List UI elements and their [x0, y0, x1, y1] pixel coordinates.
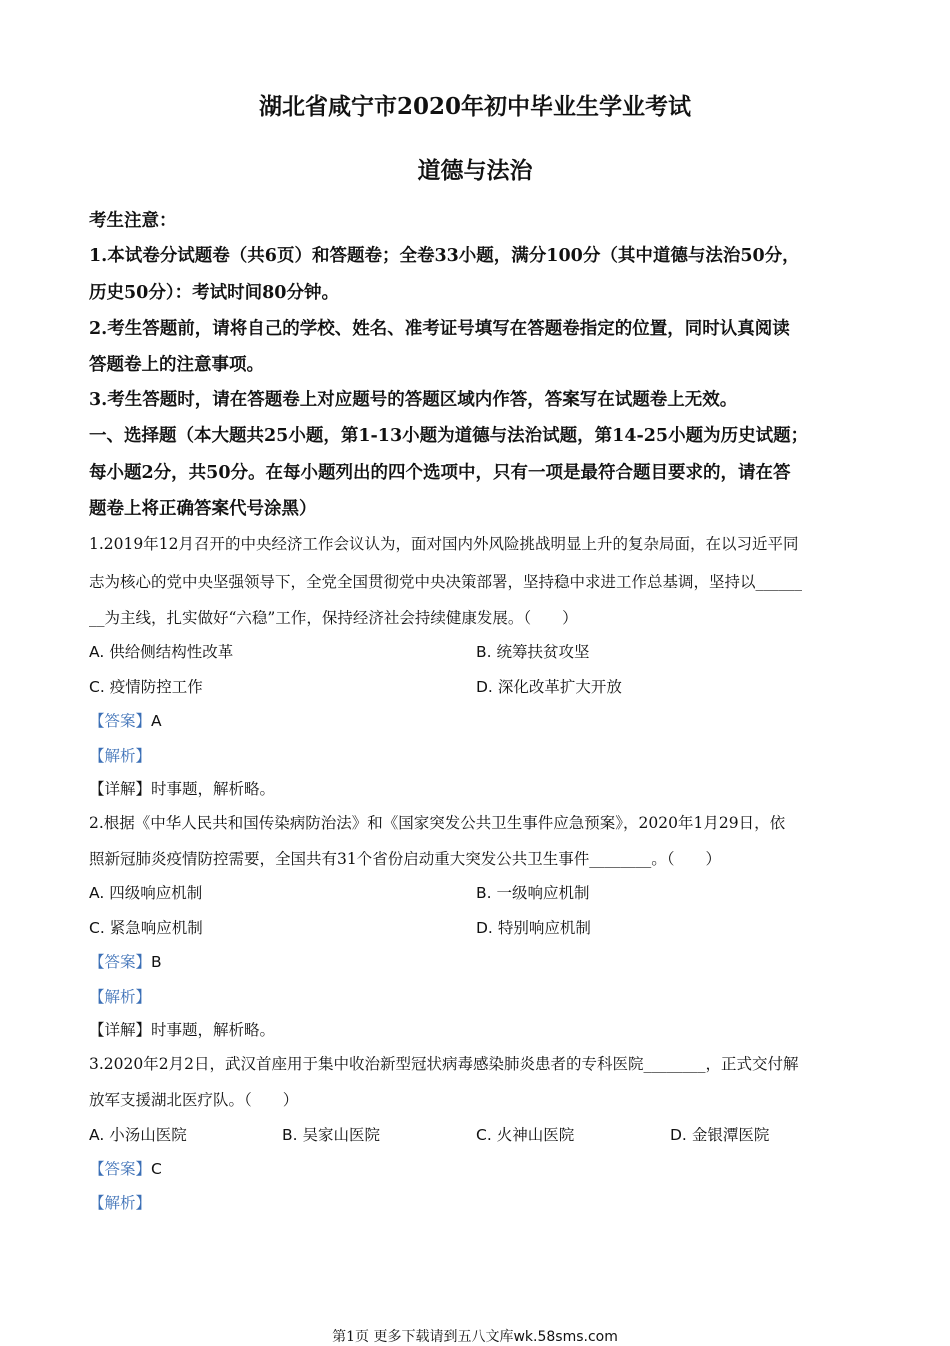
q1-option-d: D. 深化改革扩大开放 — [476, 678, 622, 696]
notice-item-3: 3.考生答题时，请在答题卷上对应题号的答题区域内作答，答案写在试题卷上无效。 — [89, 390, 738, 410]
notice-heading: 考生注意： — [89, 211, 177, 231]
q2-analysis-label: 【解析】 — [89, 988, 152, 1006]
q2-detail: 【详解】时事题，解析略。 — [89, 1021, 276, 1039]
question-2-stem: 2.根据《中华人民共和国传染病防治法》和《国家突发公共卫生事件应急预案》，2020年1月29日，依 — [89, 814, 786, 832]
notice-item-1-cont: 历史50分）：考试时间80分钟。 — [89, 283, 339, 303]
q3-option-a: A. 小汤山医院 — [89, 1126, 187, 1144]
q3-option-c: C. 火神山医院 — [476, 1126, 575, 1144]
notice-item-2-cont: 答题卷上的注意事项。 — [89, 355, 264, 375]
question-1-stem-end: __为主线，扎实做好“六稳”工作，保持经济社会持续健康发展。（ ） — [89, 609, 578, 627]
q2-option-b: B. 一级响应机制 — [476, 884, 590, 902]
q1-analysis-label: 【解析】 — [89, 747, 152, 765]
q1-option-b: B. 统筹扶贫攻坚 — [476, 643, 590, 661]
q2-option-a: A. 四级响应机制 — [89, 884, 203, 902]
q1-detail: 【详解】时事题，解析略。 — [89, 780, 276, 798]
q3-answer: 【答案】C — [89, 1160, 162, 1178]
question-2-stem-cont: 照新冠肺炎疫情防控需要，全国共有31个省份启动重大突发公共卫生事件________。（ ） — [89, 850, 721, 868]
q2-option-c: C. 紧急响应机制 — [89, 919, 203, 937]
q1-option-a: A. 供给侧结构性改革 — [89, 643, 234, 661]
question-1-stem: 1.2019年12月召开的中央经济工作会议认为，面对国内外风险挑战明显上升的复杂局面，在以习近平同 — [89, 535, 799, 553]
page-number: 第1页 — [332, 1329, 370, 1345]
section-instructions-cont: 每小题2分，共50分。在每小题列出的四个选项中，只有一项是最符合题目要求的，请在答 — [89, 463, 791, 483]
exam-title: 湖北省咸宁市2020年初中毕业生学业考试 — [258, 93, 691, 120]
question-3-stem-cont: 放军支援湖北医疗队。（ ） — [89, 1091, 299, 1109]
q1-option-c: C. 疫情防控工作 — [89, 678, 203, 696]
question-1-stem-cont: 志为核心的党中央坚强领导下，全党全国贯彻党中央决策部署，坚持稳中求进工作总基调，坚持以______ — [89, 573, 803, 591]
q3-analysis-label: 【解析】 — [89, 1194, 152, 1212]
footer-url[interactable]: wk.58sms.com — [513, 1329, 618, 1345]
q1-answer: 【答案】A — [89, 712, 162, 730]
q2-answer: 【答案】B — [89, 953, 162, 971]
notice-item-1: 1.本试卷分试题卷（共6页）和答题卷；全卷33小题，满分100分（其中道德与法治50分， — [89, 246, 800, 266]
section-instructions: 一、选择题（本大题共25小题，第1-13小题为道德与法治试题，第14-25小题为历史试题； — [89, 426, 809, 446]
q3-option-d: D. 金银潭医院 — [670, 1126, 770, 1144]
section-instructions-end: 题卷上将正确答案代号涂黑） — [89, 499, 317, 519]
question-3-stem: 3.2020年2月2日，武汉首座用于集中收治新型冠状病毒感染肺炎患者的专科医院________，正式交付解 — [89, 1055, 799, 1073]
notice-item-2: 2.考生答题前，请将自己的学校、姓名、准考证号填写在答题卷指定的位置，同时认真阅读 — [89, 319, 790, 339]
q3-option-b: B. 吴家山医院 — [282, 1126, 381, 1144]
page-footer — [0, 1326, 950, 1346]
footer-text: 更多下载请到五八文库 — [373, 1329, 514, 1345]
subject-title: 道德与法治 — [417, 157, 533, 184]
q2-option-d: D. 特别响应机制 — [476, 919, 591, 937]
